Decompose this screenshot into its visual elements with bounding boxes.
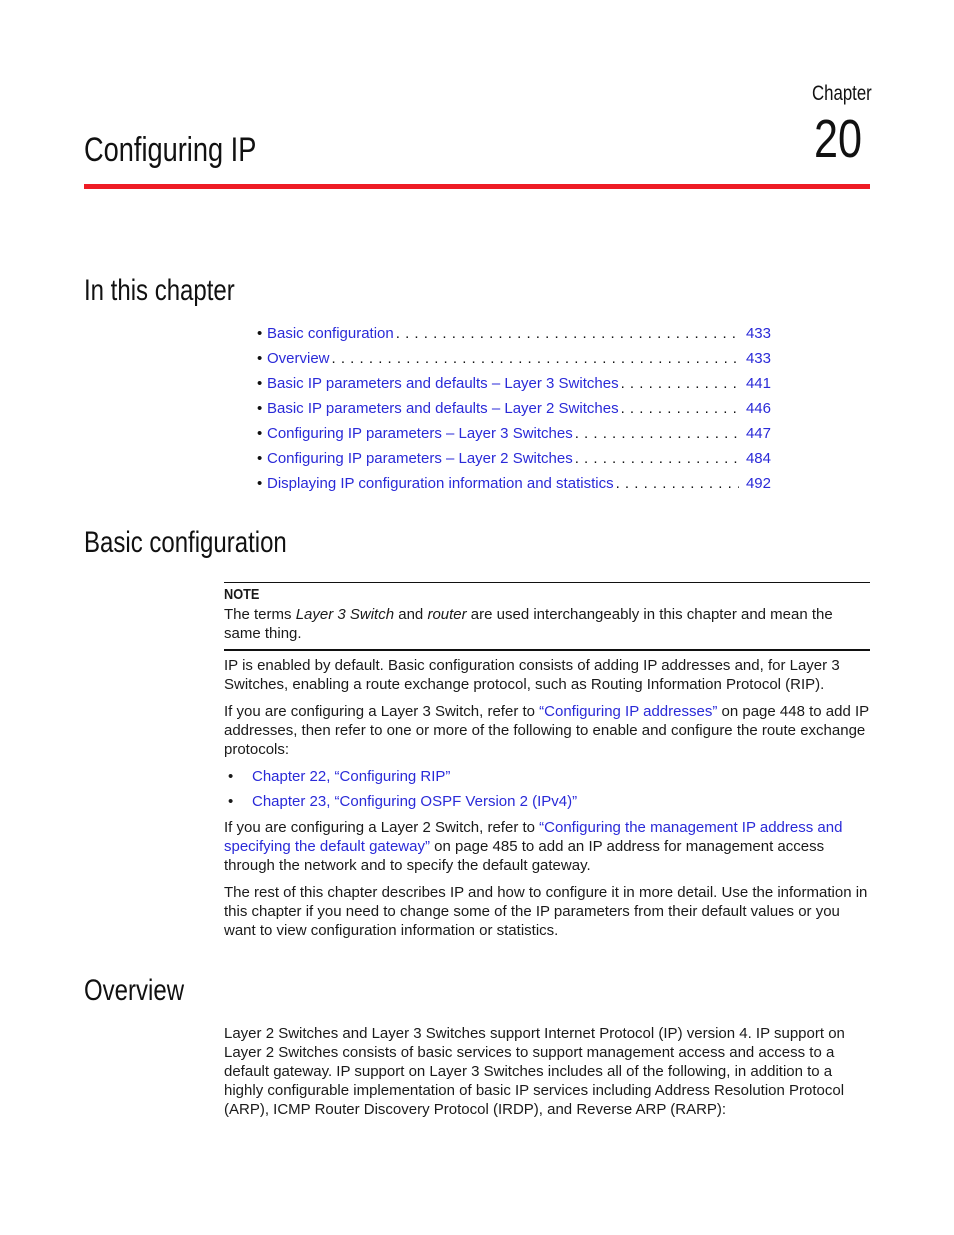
toc-item[interactable]: • Configuring IP parameters – Layer 2 Switches . . . 484 [257,446,771,471]
toc-item[interactable]: • Basic IP parameters and defaults – Layer 3 Switches . . . 441 [257,371,771,396]
configuring-ip-addresses-link[interactable]: “Configuring IP addresses” [539,703,718,720]
toc-item[interactable]: • Basic IP parameters and defaults – Layer 2 Switches . . . 446 [257,396,771,421]
toc-list [257,321,771,496]
chapter-number: 20 [814,109,863,169]
overview-heading: Overview [84,974,185,1007]
chapter-22-link[interactable]: Chapter 22, “Configuring RIP” [252,768,451,785]
basic-paragraph-3: If you are configuring a Layer 2 Switch, refer to “Configuring the management IP address and specifying the default gateway” on page 485 to add an IP address for management access through the network and to specify the default gateway. [224,819,843,874]
toc-item[interactable]: • Basic configuration . . . 433 [257,321,771,346]
basic-paragraph-2: If you are configuring a Layer 3 Switch, refer to “Configuring IP addresses” on page 448 to add IP addresses, then refer to one or more of the following to enable and configure the route exchange protocols: [224,703,869,758]
toc-item[interactable]: • Displaying IP configuration information and statistics . . . 492 [257,471,771,496]
toc-heading: In this chapter [84,274,235,307]
chapter-rule [84,184,870,189]
list-item: • Chapter 22, “Configuring RIP” [228,768,451,785]
toc-item[interactable]: • Overview . . . 433 [257,346,771,371]
note-text: The terms Layer 3 Switch and router are used interchangeably in this chapter and mean the same thing. [224,606,833,642]
basic-configuration-heading: Basic configuration [84,526,287,559]
note-label: NOTE [224,586,260,603]
basic-paragraph-1: IP is enabled by default. Basic configuration consists of adding IP addresses and, for Layer 3 Switches, enabling a route exchange protocol, such as Routing Information Protocol (RIP). [224,657,840,693]
management-ip-link[interactable]: “Configuring the management IP address and specifying the default gateway” [224,819,843,855]
overview-paragraph: Layer 2 Switches and Layer 3 Switches support Internet Protocol (IP) version 4. IP support on Layer 2 Switches consists of basic services to support management access and access to a default gateway. IP support on Layer 3 Switches includes all of the following, in addition to a highly configurable implementation of basic IP services including Address Resolution Protocol (ARP), ICMP Router Discovery Protocol (IRDP), and Reverse ARP (RARP): [224,1025,845,1118]
chapter-23-link[interactable]: Chapter 23, “Configuring OSPF Version 2 (IPv4)” [252,793,578,810]
toc-item[interactable]: • Configuring IP parameters – Layer 3 Switches . . . 447 [257,421,771,446]
chapter-label: Chapter [812,82,872,105]
note-box [224,582,870,651]
basic-paragraph-4: The rest of this chapter describes IP and how to configure it in more detail. Use the information in this chapter if you need to change some of the IP parameters from their default values or you want to view configuration information or statistics. [224,884,868,939]
list-item: • Chapter 23, “Configuring OSPF Version 2 (IPv4)” [228,793,578,810]
chapter-title: Configuring IP [84,131,257,169]
